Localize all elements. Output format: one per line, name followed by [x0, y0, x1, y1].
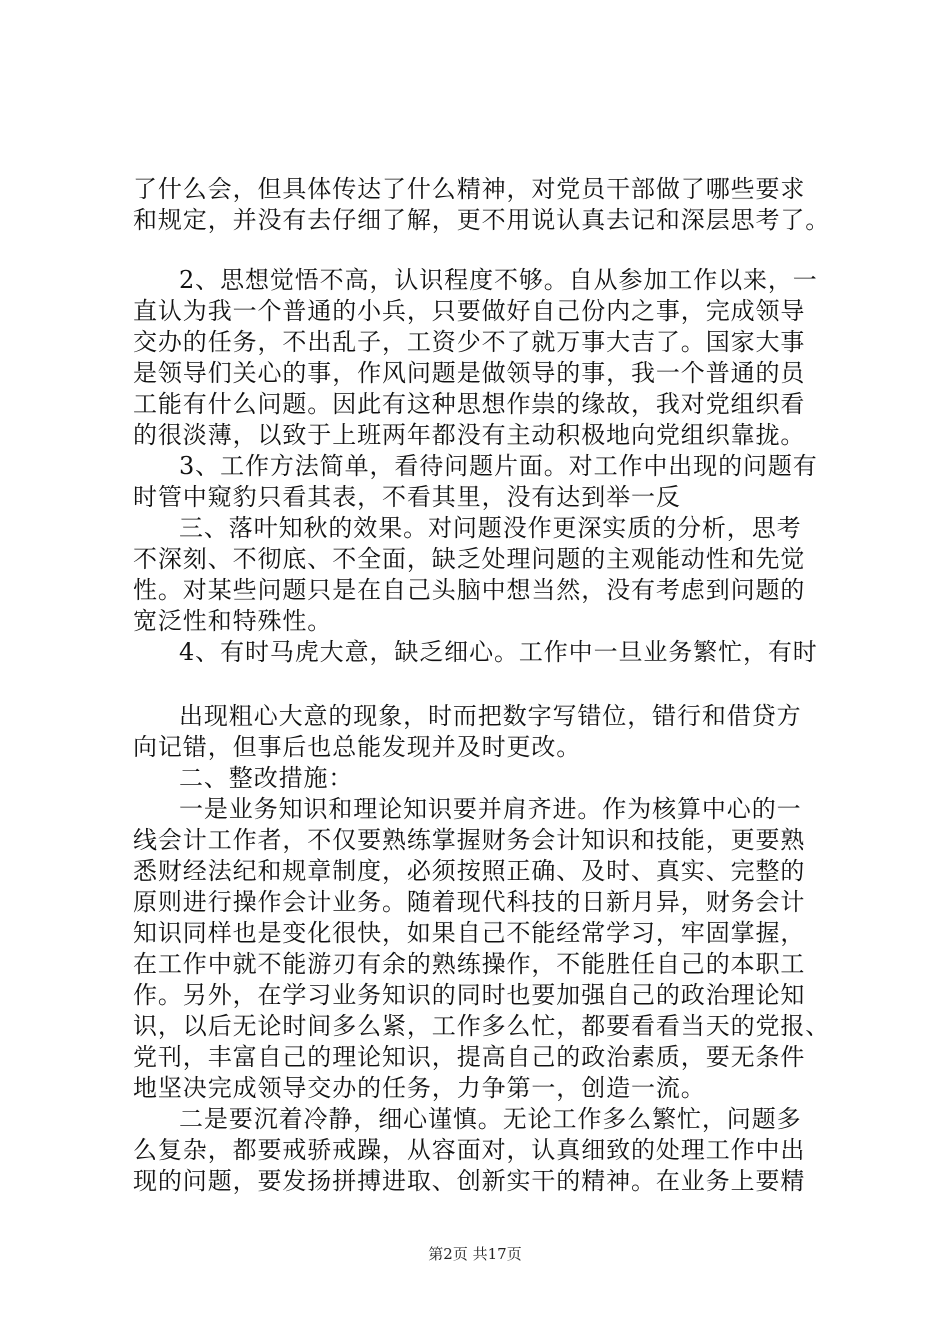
text-line: 悉财经法纪和规章制度，必须按照正确、及时、真实、完整的 [133, 857, 806, 885]
text-line: 地坚决完成领导交办的任务，力争第一，创造一流。 [133, 1074, 706, 1102]
text-line: 二是要沉着冷静，细心谨慎。无论工作多么繁忙，问题多 [179, 1105, 802, 1133]
text-line: 和规定，并没有去仔细了解，更不用说认真去记和深层思考了。 [133, 206, 831, 234]
text-line: 现的问题，要发扬拼搏进取、创新实干的精神。在业务上要精 [133, 1167, 806, 1195]
text-line: 交办的任务，不出乱子，工资少不了就万事大吉了。国家大事 [133, 328, 806, 356]
text-line: 的很淡薄，以致于上班两年都没有主动积极地向党组织靠拢。 [133, 421, 806, 449]
text-line: 么复杂，都要戒骄戒躁，从容面对，认真细致的处理工作中出 [133, 1136, 806, 1164]
text-line: 向记错，但事后也总能发现并及时更改。 [133, 733, 582, 761]
section-heading: 二、整改措施： [179, 764, 354, 792]
paragraph-gap [133, 668, 853, 701]
text-line: 2、思想觉悟不高，认识程度不够。自从参加工作以来，一 [179, 266, 818, 294]
text-line: 原则进行操作会计业务。随着现代科技的日新月异，财务会计 [133, 888, 806, 916]
text-line: 工能有什么问题。因此有这种思想作祟的缘故，我对党组织看 [133, 390, 806, 418]
text-line: 不深刻、不彻底、不全面，缺乏处理问题的主观能动性和先觉 [133, 545, 806, 573]
text-line: 直认为我一个普通的小兵，只要做好自己份内之事，完成领导 [133, 297, 806, 325]
text-line: 在工作中就不能游刃有余的熟练操作，不能胜任自己的本职工 [133, 950, 806, 978]
text-line: 是领导们关心的事，作风问题是做领导的事，我一个普通的员 [133, 359, 806, 387]
text-line: 3、工作方法简单，看待问题片面。对工作中出现的问题有 [179, 452, 818, 480]
text-line: 线会计工作者，不仅要熟练掌握财务会计知识和技能，更要熟 [133, 826, 806, 854]
text-line: 一是业务知识和理论知识要并肩齐进。作为核算中心的一 [179, 795, 802, 823]
text-line: 知识同样也是变化很快，如果自己不能经常学习，牢固掌握， [133, 919, 806, 947]
text-line: 性。对某些问题只是在自己头脑中想当然，没有考虑到问题的 [133, 576, 806, 604]
text-line: 作。另外，在学习业务知识的同时也要加强自己的政治理论知 [133, 981, 806, 1009]
text-line: 宽泛性和特殊性。 [133, 607, 333, 635]
page-footer: 第2页 共17页 [428, 1245, 522, 1263]
text-line: 了什么会，但具体传达了什么精神，对党员干部做了哪些要求 [133, 175, 806, 203]
text-line: 三、落叶知秋的效果。对问题没作更深实质的分析，思考 [179, 514, 802, 542]
body-text [133, 174, 853, 1197]
text-line: 时管中窥豹只看其表，不看其里，没有达到举一反 [133, 483, 681, 511]
text-line: 出现粗心大意的现象，时而把数字写错位，错行和借贷方 [179, 702, 802, 730]
text-line: 识，以后无论时间多么紧，工作多么忙，都要看看当天的党报、 [133, 1012, 831, 1040]
text-line: 4、有时马虎大意，缺乏细心。工作中一旦业务繁忙，有时 [179, 638, 818, 666]
paragraph-gap [133, 236, 853, 265]
text-line: 党刊，丰富自己的理论知识，提高自己的政治素质，要无条件 [133, 1043, 806, 1071]
